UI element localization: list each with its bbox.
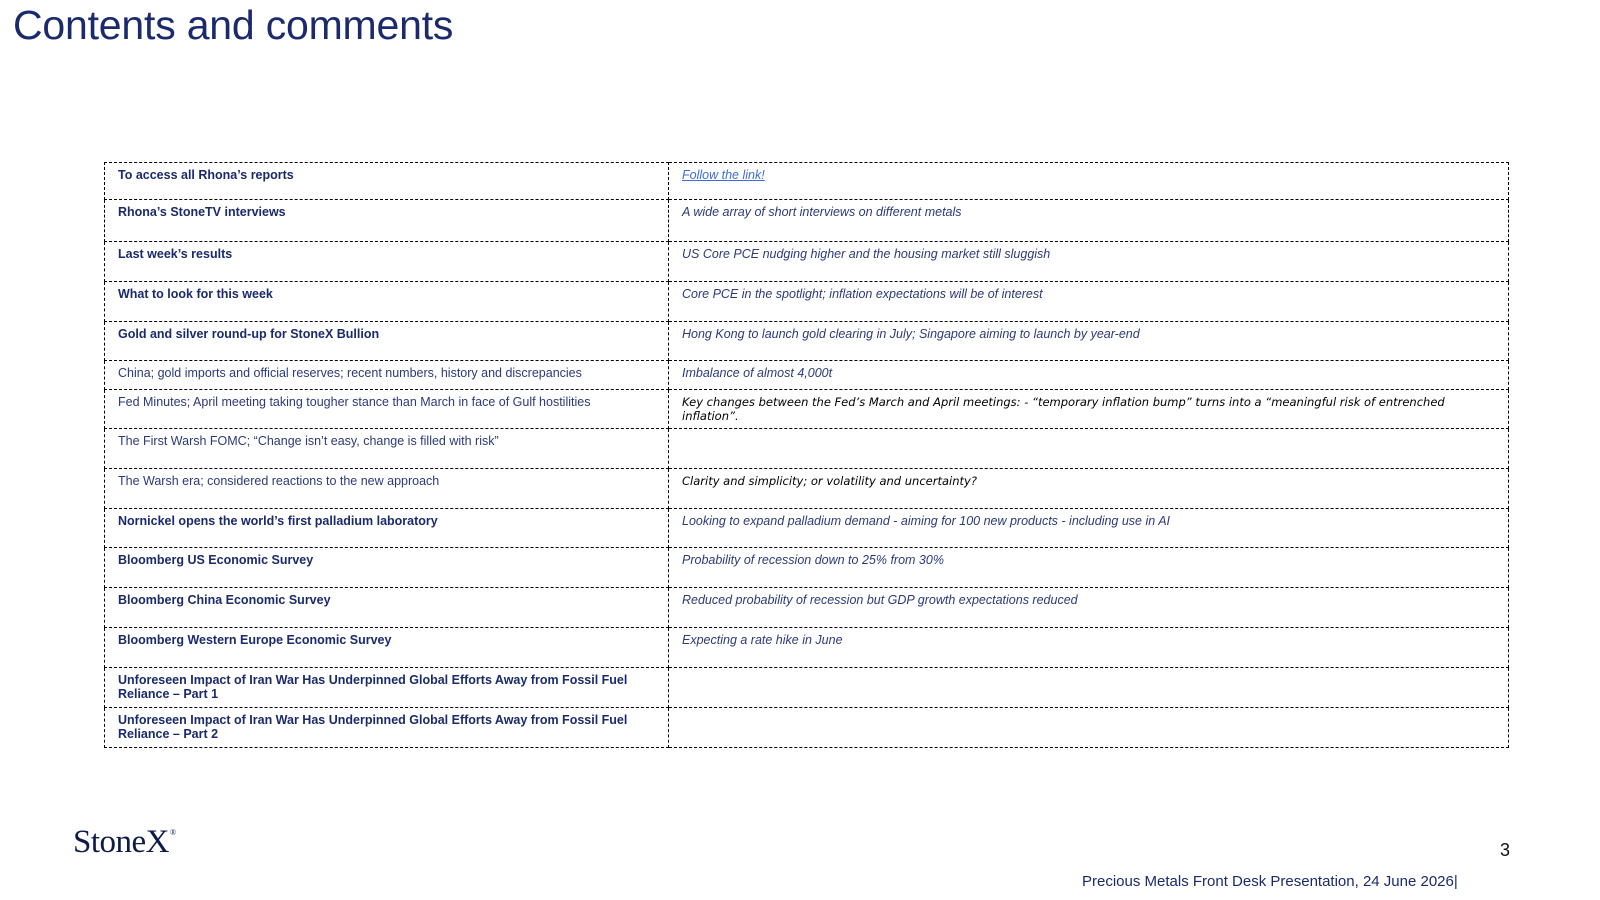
row-comment: Imbalance of almost 4,000t [669,361,1509,390]
row-topic: Gold and silver round-up for StoneX Bullion [105,322,669,361]
table-row [105,322,1509,361]
row-topic: Fed Minutes; April meeting taking tougher stance than March in face of Gulf hostilities [105,390,669,429]
row-comment: US Core PCE nudging higher and the housing market still sluggish [669,242,1509,282]
row-topic: Bloomberg US Economic Survey [105,548,669,588]
footer-text: Precious Metals Front Desk Presentation, 24 June 2026| [1082,873,1458,890]
table-row [105,469,1509,509]
row-comment: Core PCE in the spotlight; inflation expectations will be of interest [669,282,1509,322]
table-row [105,429,1509,469]
row-topic: What to look for this week [105,282,669,322]
page-title: Contents and comments [13,2,454,48]
table-row [105,668,1509,708]
row-comment: Hong Kong to launch gold clearing in July; Singapore aiming to launch by year-end [669,322,1509,361]
table-row [105,163,1509,200]
row-comment [669,163,1509,200]
contents-table [104,162,1509,748]
row-topic: Last week’s results [105,242,669,282]
row-comment [669,668,1509,708]
registered-mark: ® [170,828,176,837]
row-topic: Rhona’s StoneTV interviews [105,200,669,242]
row-comment: Reduced probability of recession but GDP growth expectations reduced [669,588,1509,628]
row-topic: Bloomberg Western Europe Economic Survey [105,628,669,668]
row-comment: Looking to expand palladium demand - aiming for 100 new products - including use in AI [669,509,1509,548]
row-topic: The First Warsh FOMC; “Change isn’t easy, change is filled with risk” [105,429,669,469]
table-row [105,588,1509,628]
page-number: 3 [1500,840,1511,860]
row-topic: Bloomberg China Economic Survey [105,588,669,628]
row-comment [669,429,1509,469]
row-topic: Unforeseen Impact of Iran War Has Underpinned Global Efforts Away from Fossil Fuel Reliance – Part 1 [105,668,669,708]
row-topic: China; gold imports and official reserves; recent numbers, history and discrepancies [105,361,669,390]
table-row [105,548,1509,588]
row-topic: Nornickel opens the world’s first palladium laboratory [105,509,669,548]
table-row [105,200,1509,242]
row-comment: Expecting a rate hike in June [669,628,1509,668]
row-comment: Probability of recession down to 25% from 30% [669,548,1509,588]
table-row [105,708,1509,748]
table-row [105,509,1509,548]
row-topic: Unforeseen Impact of Iran War Has Underpinned Global Efforts Away from Fossil Fuel Reliance – Part 2 [105,708,669,748]
row-topic: The Warsh era; considered reactions to the new approach [105,469,669,509]
row-comment: Clarity and simplicity; or volatility and uncertainty? [669,469,1509,509]
table-row [105,242,1509,282]
table-row [105,361,1509,390]
logo-text: StoneX [73,824,169,860]
row-comment: A wide array of short interviews on different metals [669,200,1509,242]
table-row [105,628,1509,668]
table-row [105,390,1509,429]
row-topic: To access all Rhona’s reports [105,163,669,200]
stonex-logo [73,824,175,861]
row-comment [669,708,1509,748]
follow-link[interactable]: Follow the link! [682,168,765,182]
table-row [105,282,1509,322]
row-comment: Key changes between the Fed’s March and April meetings: - “temporary inflation bump” turns into a “meaningful risk of entrenched inflation”. [669,390,1509,429]
